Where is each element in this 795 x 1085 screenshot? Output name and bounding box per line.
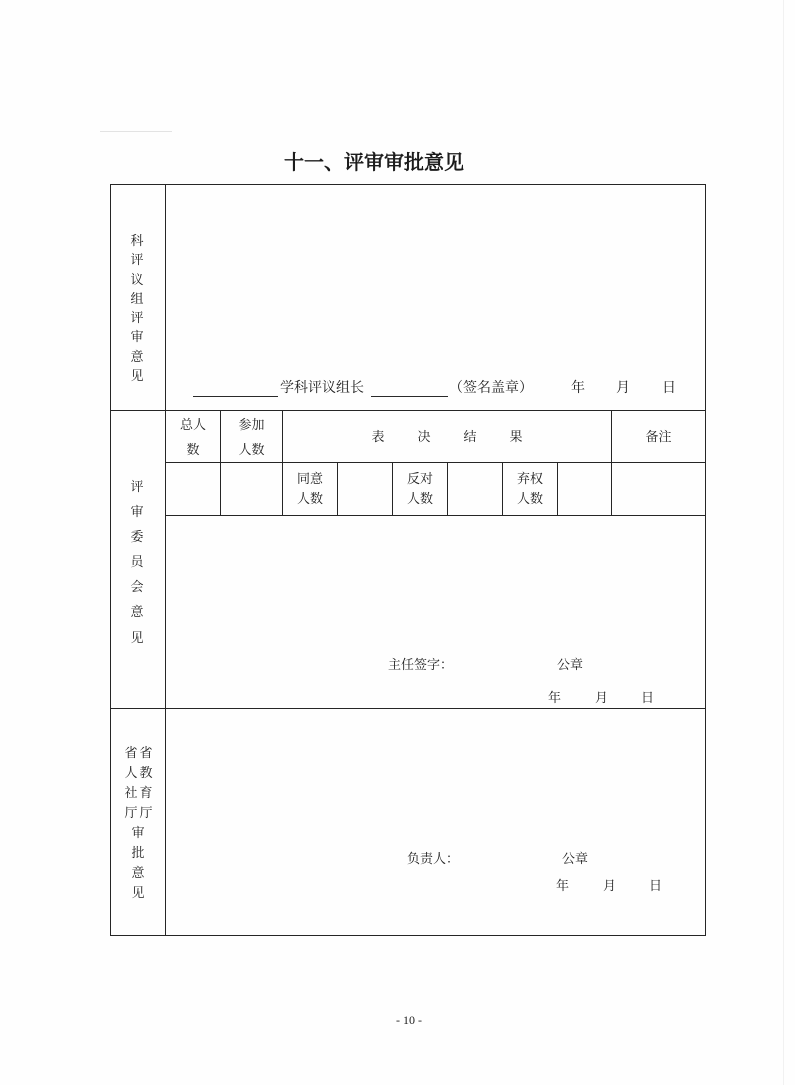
remarks-label: 备注 <box>645 429 672 444</box>
header-line: 总人 <box>179 416 206 432</box>
header-line: 反对 <box>406 471 433 486</box>
header-line: 人数 <box>516 491 543 506</box>
date-year-label: 年 <box>548 690 562 705</box>
agree-count-header <box>283 463 338 516</box>
oppose-count-value-cell <box>448 463 503 516</box>
total-members-header <box>166 411 221 463</box>
header-line: 同意 <box>296 471 323 486</box>
header-line: 人数 <box>296 491 323 506</box>
committee-label: 评审委员会意见 <box>130 479 144 645</box>
scan-edge-shadow <box>783 0 784 1085</box>
attendees-header <box>221 411 283 463</box>
date-month-label: 月 <box>595 690 609 705</box>
date-year-label: 年 <box>571 381 585 396</box>
remarks-header <box>612 411 705 463</box>
blank-underline <box>193 396 278 397</box>
header-line: 参加 <box>238 416 265 432</box>
header-line: 数 <box>186 441 200 457</box>
chair-signature-underline <box>371 396 448 397</box>
vote-result-header <box>283 411 612 463</box>
header-line: 弃权 <box>516 471 543 486</box>
expert-panel-opinion-area <box>166 185 705 410</box>
director-signature-label: 主任签字： <box>388 657 454 672</box>
date-month-label: 月 <box>616 381 630 396</box>
provincial-label-cell <box>111 709 166 935</box>
date-month-label: 月 <box>603 878 617 893</box>
provincial-approval-section <box>111 708 705 935</box>
oppose-count-header <box>393 463 448 516</box>
total-members-value-cell <box>166 463 221 516</box>
date-year-label: 年 <box>556 878 570 893</box>
responsible-person-label: 负责人： <box>407 851 460 866</box>
page-number: - 10 - <box>396 1013 422 1027</box>
scan-artifact-line <box>100 131 172 132</box>
approval-form-table <box>110 184 706 936</box>
vote-result-label: 表决结果 <box>371 429 556 444</box>
official-seal-label: 公章 <box>557 657 584 672</box>
expert-panel-label-cell <box>111 185 166 410</box>
expert-panel-label: 科评议组评审意见 <box>130 233 144 384</box>
attendees-value-cell <box>221 463 283 516</box>
abstain-count-header <box>503 463 558 516</box>
sign-seal-note: （签名盖章） <box>449 381 533 396</box>
approval-opinion-label: 审批意见 <box>131 825 145 900</box>
education-department-label: 省教育厅 <box>139 745 153 820</box>
header-line: 人数 <box>238 441 265 457</box>
committee-label-cell <box>111 411 166 708</box>
official-seal-label: 公章 <box>562 851 589 866</box>
panel-chair-label: 学科评议组长 <box>280 381 364 396</box>
hrss-department-label: 省人社厅 <box>124 745 138 820</box>
page-title: 十一、评审审批意见 <box>284 152 464 174</box>
date-day-label: 日 <box>649 878 663 893</box>
committee-opinion-area <box>166 516 705 708</box>
date-day-label: 日 <box>641 690 655 705</box>
header-line: 人数 <box>406 491 433 506</box>
remarks-value-cell <box>612 463 705 516</box>
abstain-count-value-cell <box>558 463 612 516</box>
provincial-opinion-area <box>166 709 705 935</box>
expert-panel-review-section <box>111 185 705 410</box>
review-committee-section <box>111 410 705 708</box>
date-day-label: 日 <box>662 381 676 396</box>
agree-count-value-cell <box>338 463 393 516</box>
